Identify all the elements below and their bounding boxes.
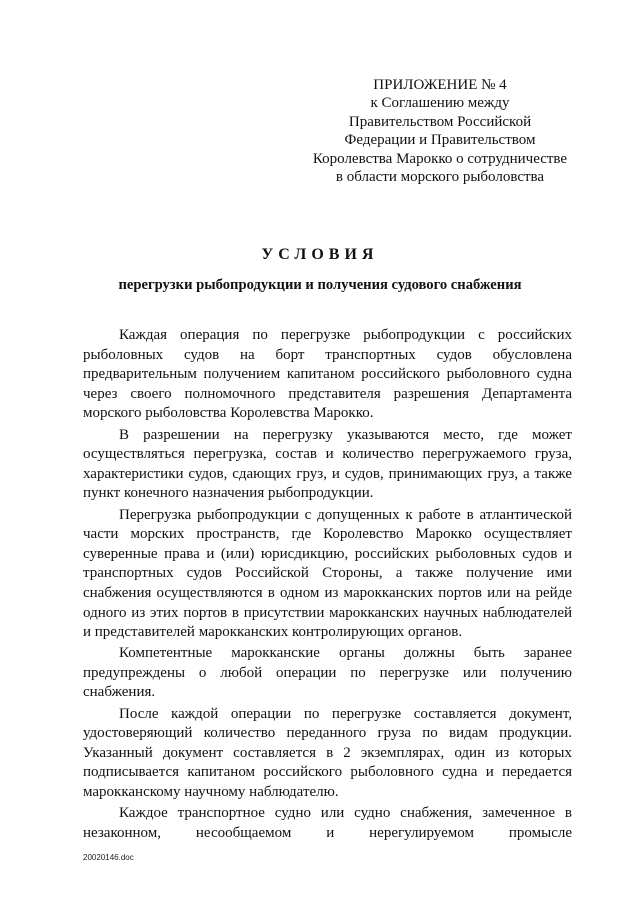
body-paragraph: После каждой операции по перегрузке составляется документ, удостоверяющий количество переданного груза по видам продукции. Указанный документ составляется в 2 экземплярах, один из которых подписывается капитаном российского рыболовного судна и передается марокканскому научному наблюдателю.: [83, 705, 572, 801]
annex-heading: [300, 76, 580, 186]
document-title: УСЛОВИЯ: [261, 246, 379, 263]
annex-line: Королевства Марокко о сотрудничестве: [312, 150, 568, 167]
file-name-footer: 20020146.doc: [83, 853, 134, 862]
body-paragraph-continued: Каждое транспортное судно или судно снабжения, замеченное в незаконном, несообщаемом и нерегулируемом промысле: [83, 805, 572, 841]
body-paragraph: Перегрузка рыбопродукции с допущенных к работе в атлантической части морских пространств, где Королевство Марокко осуществляет суверенные права и (или) юрисдикцию, российских рыболовных судов и транспортных судов Российской Стороны, а также получение ими снабжения осуществляются в одном из марокканских портов или на рейде одного из этих портов в присутствии марокканских научных наблюдателей и представителей марокканских контролирующих органов.: [83, 506, 572, 641]
annex-line: Правительством Российской: [348, 113, 532, 130]
body-paragraph: Компетентные марокканские органы должны быть заранее предупреждены о любой операции по перегрузке или получению снабжения.: [83, 645, 572, 701]
annex-line: ПРИЛОЖЕНИЕ № 4: [373, 77, 507, 93]
annex-line: в области морского рыболовства: [335, 169, 545, 186]
body-paragraph: Каждая операция по перегрузке рыбопродукции с российских рыболовных судов на борт транспортных судов обусловлена предварительным получением капитаном российского рыболовного судна через своего полномочного представителя разрешения Департамента морского рыболовства Королевства Марокко.: [83, 327, 572, 422]
annex-line: Федерации и Правительством: [344, 132, 536, 149]
body-paragraph: В разрешении на перегрузку указываются место, где может осуществляться перегрузка, состав и количество перегружаемого груза, характеристики судов, сдающих груз, и судов, принимающих груз, а также пункт конечного назначения рыбопродукции.: [83, 426, 572, 502]
annex-line: к Соглашению между: [370, 95, 510, 112]
document-body: [83, 326, 572, 843]
document-subtitle: перегрузки рыбопродукции и получения судового снабжения: [118, 277, 522, 293]
